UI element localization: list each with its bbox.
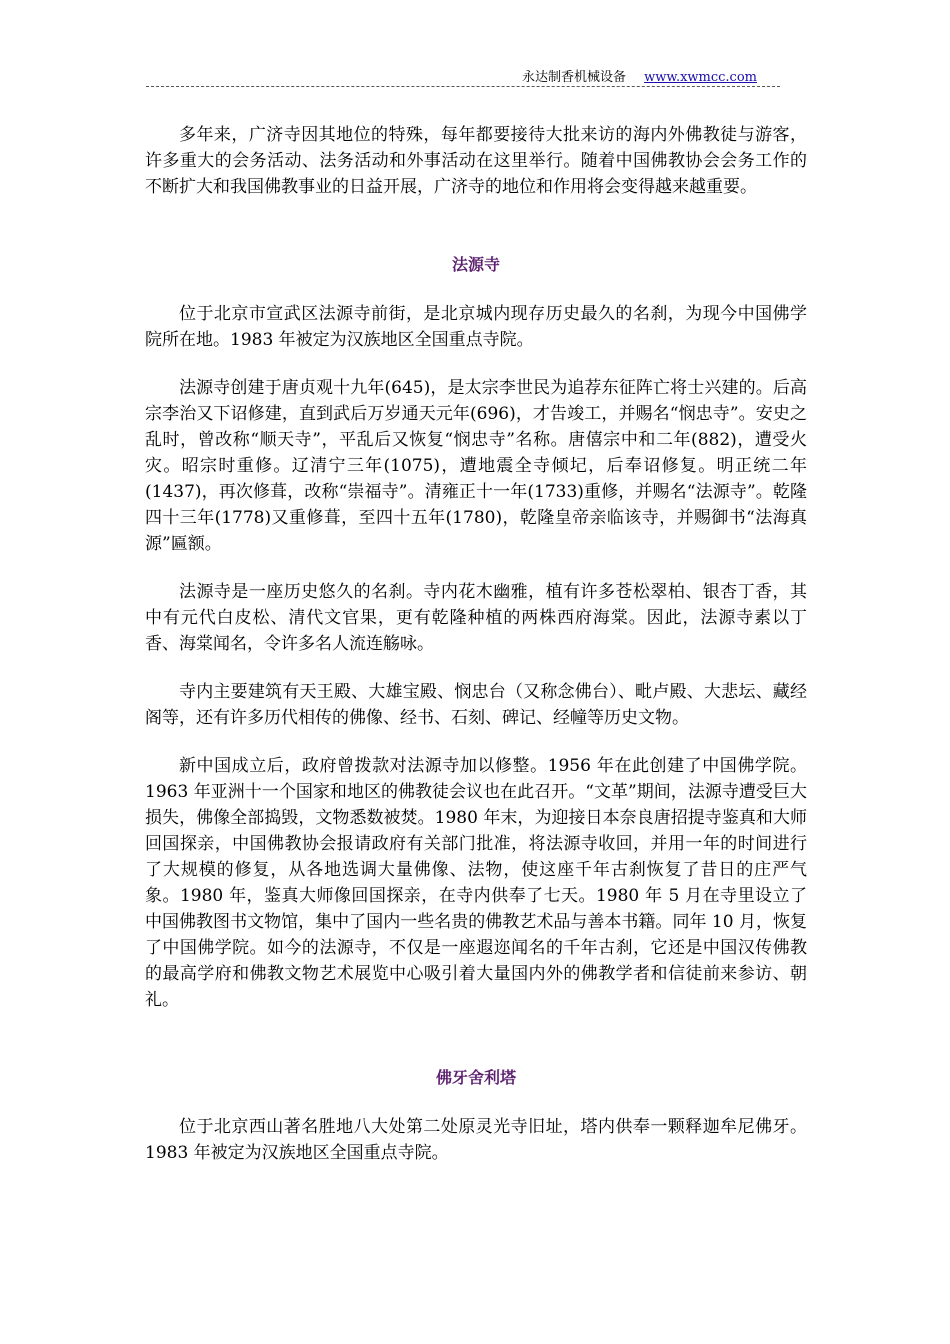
fayuan-paragraph-1: 位于北京市宣武区法源寺前街，是北京城内现存历史最久的名刹，为现今中国佛学院所在地。1983 年被定为汉族地区全国重点寺院。: [145, 304, 807, 350]
intro-paragraph: 多年来，广济寺因其地位的特殊，每年都要接待大批来访的海内外佛教徒与游客，许多重大的会务活动、法务活动和外事活动在这里举行。随着中国佛教协会会务工作的不断扩大和我国佛教事业的日益开展，广济寺的地位和作用将会变得越来越重要。: [145, 125, 807, 197]
fayuan-paragraph-4: 寺内主要建筑有天王殿、大雄宝殿、悯忠台（又称念佛台）、毗卢殿、大悲坛、藏经阁等，还有许多历代相传的佛像、经书、石刻、碑记、经幢等历史文物。: [145, 682, 807, 728]
header-divider: [146, 86, 780, 87]
fayuan-paragraph-5: 新中国成立后，政府曾拨款对法源寺加以修整。1956 年在此创建了中国佛学院。1963 年亚洲十一个国家和地区的佛教徒会议也在此召开。“文革”期间，法源寺遭受巨大损失，佛像全部捣毁，文物悉数被焚。1980 年末，为迎接日本奈良唐招提寺鉴真和大师回国探亲，中国佛教协会报请政府有关部门批准，将法源寺收回，并用一年的时间进行了大规模的修复，从各地选调大量佛像、法物，使这座千年古刹恢复了昔日的庄严气象。1980 年，鉴真大师像回国探亲，在寺内供奉了七天。1980 年 5 月在寺里设立了中国佛教图书文物馆，集中了国内一些名贵的佛教艺术品与善本书籍。同年 10 月，恢复了中国佛学院。如今的法源寺，不仅是一座遐迩闻名的千年古刹，它还是中国汉传佛教的最高学府和佛教文物艺术展览中心吸引着大量国内外的佛教学者和信徒前来参访、朝礼。: [145, 756, 807, 1010]
section-title-foya: 佛牙舍利塔: [435, 1068, 516, 1087]
section-title-fayuan: 法源寺: [451, 255, 500, 274]
page-header: [522, 66, 757, 85]
fayuan-paragraph-2: 法源寺创建于唐贞观十九年(645)，是太宗李世民为追荐东征阵亡将士兴建的。后高宗李治又下诏修建，直到武后万岁通天元年(696)，才告竣工，并赐名“悯忠寺”。安史之乱时，曾改称“顺天寺”，平乱后又恢复“悯忠寺”名称。唐僖宗中和二年(882)，遭受火灾。昭宗时重修。辽清宁三年(1075)，遭地震全寺倾圮，后奉诏修复。明正统二年(1437)，再次修葺，改称“崇福寺”。清雍正十一年(1733)重修，并赐名“法源寺”。乾隆四十三年(1778)又重修葺，至四十五年(1780)，乾隆皇帝亲临该寺，并赐御书“法海真源”匾额。: [145, 378, 807, 554]
website-link[interactable]: www.xwmcc.com: [644, 70, 757, 85]
foya-paragraph-1: 位于北京西山著名胜地八大处第二处原灵光寺旧址，塔内供奉一颗释迦牟尼佛牙。1983 年被定为汉族地区全国重点寺院。: [145, 1117, 807, 1163]
fayuan-paragraph-3: 法源寺是一座历史悠久的名刹。寺内花木幽雅，植有许多苍松翠柏、银杏丁香，其中有元代白皮松、清代文官果，更有乾隆种植的两株西府海棠。因此，法源寺素以丁香、海棠闻名，令许多名人流连觞咏。: [145, 582, 807, 654]
document-body: [145, 122, 807, 1188]
company-name: 永达制香机械设备: [521, 70, 626, 85]
